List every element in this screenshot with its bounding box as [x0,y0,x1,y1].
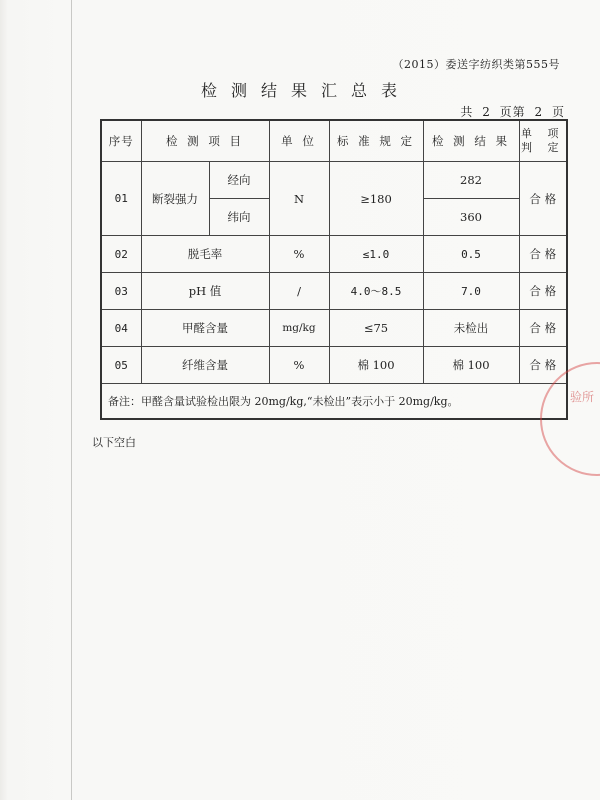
row-item: 纤维含量 [141,347,269,384]
table-row [101,273,567,310]
table-row [101,162,567,199]
row-judgement: 合 格 [519,273,567,310]
row-judgement: 合 格 [519,310,567,347]
row-result: 282 [423,162,519,199]
table-row [101,310,567,347]
page-count-current-suffix: 页 [551,105,565,119]
row-item: 断裂强力 [141,162,209,236]
header-judgement: 单 项 判 定 [519,120,567,162]
table-note: 备注：甲醛含量试验检出限为 20mg/kg,“未检出”表示小于 20mg/kg。 [101,384,567,420]
table-row [101,236,567,273]
blank-below-note: 以下空白 [92,436,136,449]
row-standard: ≤75 [329,310,423,347]
header-seq: 序号 [101,120,141,162]
table-row [101,347,567,384]
row-standard: 4.0～8.5 [329,273,423,310]
row-seq: 03 [101,273,141,310]
row-item: pH 值 [141,273,269,310]
row-sub-item: 纬向 [209,199,269,236]
row-unit: % [269,347,329,384]
header-standard: 标 准 规 定 [329,120,423,162]
header-unit: 单 位 [269,120,329,162]
page-fold-line [71,0,72,800]
row-sub-item: 经向 [209,162,269,199]
row-item: 脱毛率 [141,236,269,273]
row-result: 360 [423,199,519,236]
row-unit: N [269,162,329,236]
table-header-row [101,120,567,162]
row-judgement: 合 格 [519,347,567,384]
row-standard: ≤1.0 [329,236,423,273]
row-judgement: 合 格 [519,236,567,273]
header-item: 检 测 项 目 [141,120,269,162]
page-count [458,103,567,120]
row-item: 甲醛含量 [141,310,269,347]
page-count-total: 2 [482,105,491,119]
page-count-current: 2 [534,105,544,119]
row-unit: mg/kg [269,310,329,347]
row-unit: % [269,236,329,273]
row-result: 7.0 [423,273,519,310]
row-standard: ≥180 [329,162,423,236]
reference-number: （2015）委送字纺织类第555号 [392,58,560,71]
table-note-row [101,384,567,420]
row-result: 0.5 [423,236,519,273]
row-seq: 01 [101,162,141,236]
row-seq: 02 [101,236,141,273]
row-standard: 棉 100 [329,347,423,384]
results-table [100,119,568,420]
row-seq: 04 [101,310,141,347]
page-count-total-prefix: 共 [460,105,474,119]
row-result: 未检出 [423,310,519,347]
row-judgement: 合 格 [519,162,567,236]
page-count-total-suffix: 页第 [499,105,526,119]
row-unit: / [269,273,329,310]
header-result: 检 测 结 果 [423,120,519,162]
row-seq: 05 [101,347,141,384]
row-result: 棉 100 [423,347,519,384]
page-title: 检测结果汇总表 [200,81,411,100]
official-seal-text: 验所 [569,390,594,404]
